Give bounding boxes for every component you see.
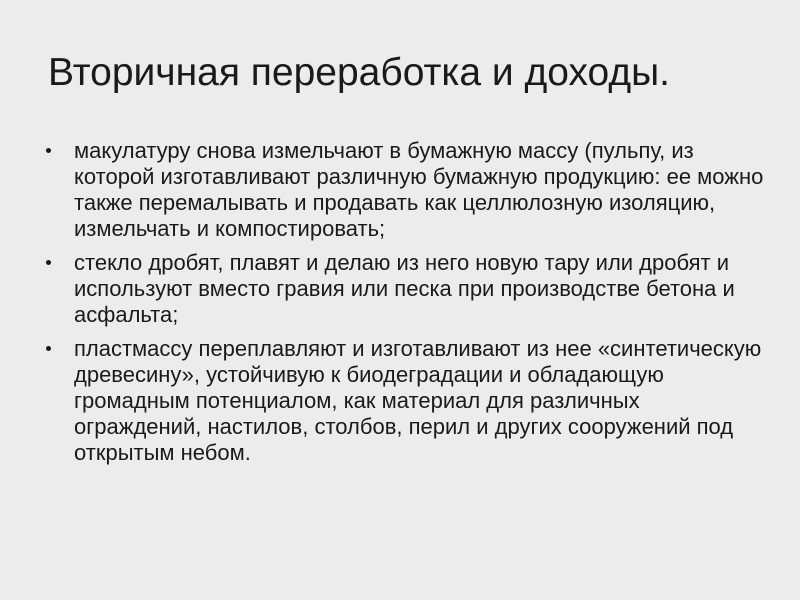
bullet-dot-icon [46, 346, 51, 351]
bullet-text: макулатуру снова измельчают в бумажную массу (пульпу, из которой изготавливают различную бумажную продукцию: ее можно также перемалывать и продавать как целлюлозную изоляцию, измельчать и компостировать; [74, 138, 764, 241]
bullet-dot-icon [46, 148, 51, 153]
bullet-item-glass [44, 250, 764, 328]
bullet-text: пластмассу переплавляют и изготавливают из нее «синтетическую древесину», устойчивую к биодеградации и обладающую громадным потенциалом, как материал для различных ограждений, настилов, столбов, перил и других сооружений под открытым небом. [74, 336, 762, 465]
slide-title: Вторичная переработка и доходы. [48, 51, 671, 94]
bullet-item-plastic [44, 336, 764, 466]
bullet-item-paper [44, 138, 764, 242]
bullet-text: стекло дробят, плавят и делаю из него новую тару или дробят и используют вместо гравия или песка при производстве бетона и асфальта; [74, 250, 735, 327]
bullet-list [44, 138, 764, 474]
bullet-dot-icon [46, 260, 51, 265]
